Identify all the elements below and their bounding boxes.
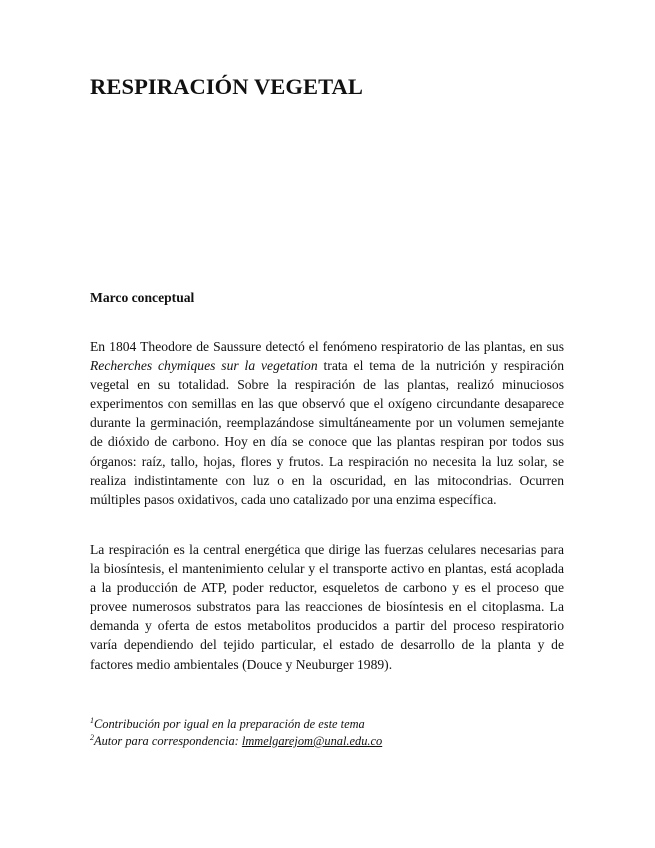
email-link[interactable]: lmmelgarejom@unal.edu.co xyxy=(241,734,383,748)
footnote-2 xyxy=(90,733,382,750)
paragraph-1-text-end: trata el tema de la nutrición y respiración vegetal en su totalidad. Sobre la respiración de las plantas, realizó minuciosos experimentos con semillas en las que observó que el oxígeno circundante desaparece durante la germinación, reemplazándose simultáneamente por un volumen semejante de dióxido de carbono. Hoy en día se conoce que las plantas respiran por todos sus órganos: raíz, tallo, hojas, flores y frutos. La respiración no necesita la luz solar, se realiza indistintamente con luz o en la oscuridad, en las mitocondrias. Ocurren múltiples pasos oxidativos, cada uno catalizado por una enzima específica. xyxy=(90,358,565,507)
footnotes xyxy=(90,716,382,750)
paragraph-2: La respiración es la central energética que dirige las fuerzas celulares necesarias para la biosíntesis, el mantenimiento celular y el transporte activo en plantas, está acoplada a la producción de ATP, poder reductor, esqueletos de carbono y es el proceso que provee numerosos substratos para las reacciones de biosíntesis en el citoplasma. La demanda y oferta de estos metabolitos producidos a partir del proceso respiratorio varía dependiendo del tejido particular, el estado de desarrollo de la planta y de factores medio ambientales (Douce y Neuburger 1989). xyxy=(90,542,564,672)
paragraph-1 xyxy=(90,337,564,509)
footnote-text: Contribución por igual en la preparación de este tema xyxy=(94,717,365,731)
footnote-1 xyxy=(90,716,382,733)
book-title-italic: Recherches chymiques sur la vegetation xyxy=(90,358,318,374)
paragraph-1-text-start: En 1804 Theodore de Saussure detectó el fenómeno respiratorio de las plantas, en sus xyxy=(90,339,564,354)
footnote-marker: 2 xyxy=(90,732,94,742)
page-title: RESPIRACIÓN VEGETAL xyxy=(90,74,363,99)
section-heading: Marco conceptual xyxy=(90,290,195,305)
footnote-marker: 1 xyxy=(90,715,94,725)
footnote-text: Autor para correspondencia: xyxy=(94,734,242,748)
